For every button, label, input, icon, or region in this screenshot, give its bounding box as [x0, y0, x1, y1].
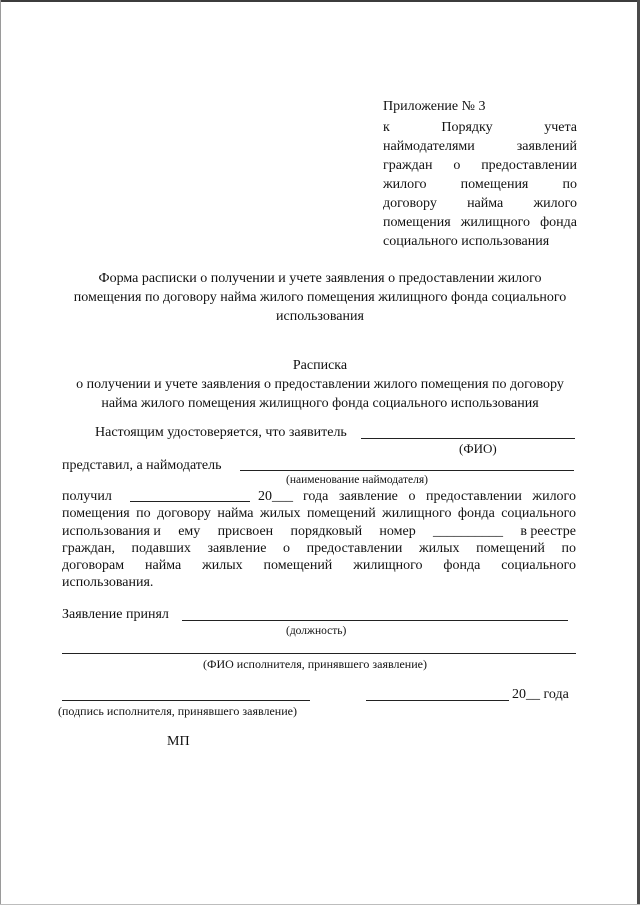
appendix-line-3: граждан о предоставлении — [383, 158, 577, 173]
received-year: 20___ — [258, 489, 293, 504]
received-label: получил — [62, 489, 112, 504]
body-line-5: договорам найма жилых помещений жилищного фонда социального — [62, 558, 576, 573]
landlord-name-blank[interactable] — [240, 470, 574, 471]
accepted-label: Заявление принял — [62, 607, 169, 622]
body-line-2: помещения по договору найма жилых помещений жилищного фонда социального — [62, 506, 576, 521]
received-date-blank[interactable] — [130, 501, 250, 502]
landlord-hint: (наименование наймодателя) — [286, 474, 428, 486]
stamp-mark: МП — [167, 734, 190, 749]
executor-fio-hint: (ФИО исполнителя, принявшего заявление) — [203, 657, 427, 671]
applicant-fio-blank[interactable] — [361, 438, 575, 439]
receipt-subtitle-1: о получении и учете заявления о предоставлении жилого помещения по договору — [76, 377, 564, 392]
form-title-line-3: использования — [276, 309, 364, 324]
appendix-line-1: к Порядку учета — [383, 120, 577, 135]
scan-edge-top — [0, 0, 640, 2]
scan-edge-left — [0, 0, 1, 905]
position-hint: (должность) — [286, 625, 347, 637]
position-blank[interactable] — [182, 620, 568, 621]
body-line-3: использования и ему присвоен порядковый номер __________ в реестре — [62, 524, 576, 539]
form-title-line-2: помещения по договору найма жилого помещения жилищного фонда социального — [73, 290, 567, 305]
body-line-4: граждан, подавших заявление о предоставлении жилых помещений по — [62, 541, 576, 556]
receipt-subtitle-2: найма жилого помещения жилищного фонда социального использования — [101, 396, 539, 411]
received-suffix: года заявление о предоставлении жилого — [303, 489, 576, 504]
appendix-line-2: наймодателями заявлений — [383, 139, 577, 154]
fio-hint: (ФИО) — [459, 441, 497, 456]
body-line-6: использования. — [62, 575, 154, 590]
appendix-line-7: социального использования — [383, 234, 550, 249]
signature-blank[interactable] — [62, 700, 310, 701]
appendix-line-6: помещения жилищного фонда — [383, 215, 577, 230]
signature-hint: (подпись исполнителя, принявшего заявление) — [58, 704, 297, 718]
appendix-title: Приложение № 3 — [383, 99, 486, 114]
executor-fio-blank[interactable] — [62, 653, 576, 654]
date-blank[interactable] — [366, 700, 509, 701]
certify-text: Настоящим удостоверяется, что заявитель — [95, 425, 347, 440]
submitted-text: представил, а наймодатель — [62, 458, 222, 473]
registry-number-blank[interactable]: __________ — [433, 524, 504, 539]
appendix-line-4: жилого помещения по — [383, 177, 577, 192]
receipt-title: Расписка — [292, 358, 348, 373]
appendix-line-5: договору найма жилого — [383, 196, 577, 211]
form-title-line-1: Форма расписки о получении и учете заявления о предоставлении жилого — [98, 271, 542, 286]
signature-year: 20__ года — [512, 687, 569, 702]
